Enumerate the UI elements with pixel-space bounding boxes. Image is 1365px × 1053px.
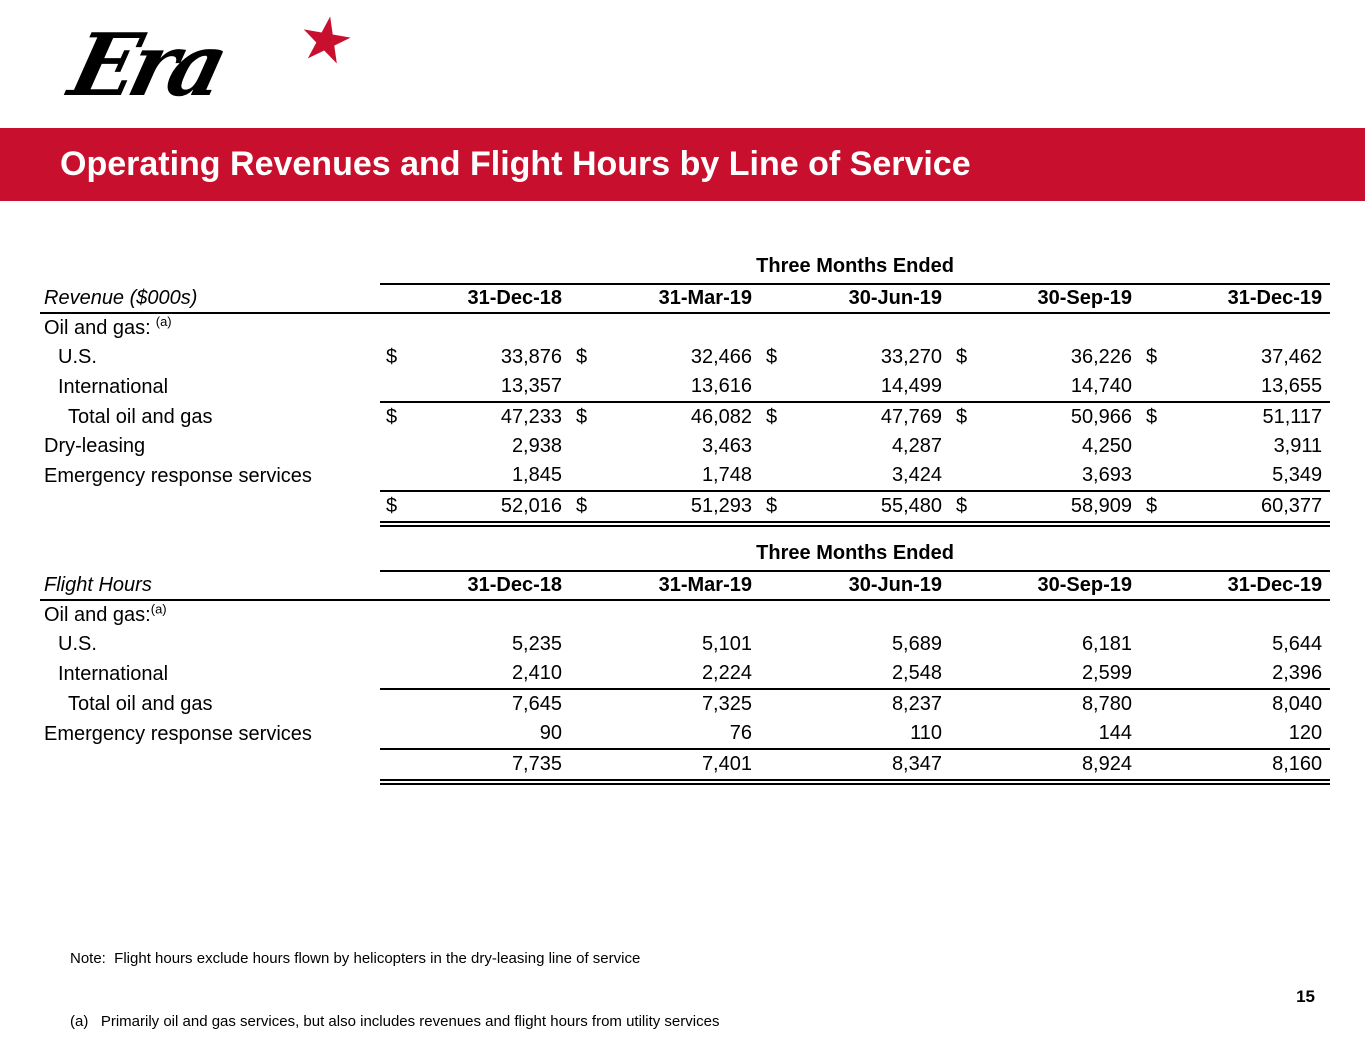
column-header: 31-Mar-19 [570,284,760,313]
cell-dollar: $ [1140,491,1168,524]
cell-dollar [1140,432,1168,461]
cell-dollar [380,719,408,749]
row-label: Dry-leasing [44,435,146,457]
era-logo [55,1,375,124]
row-label: Emergency response services [44,465,312,487]
cell-value: 6,181 [1081,633,1132,655]
table-row [40,659,1330,689]
cell-value: 7,645 [511,693,562,715]
cell-value: 3,911 [1273,435,1323,457]
flight-hours-table [40,539,1330,785]
cell-dollar [950,630,978,659]
cell-value: 46,082 [690,406,752,428]
row-label: U.S. [58,346,97,368]
cell-dollar: $ [956,406,968,428]
cell-value: 90 [408,719,570,749]
cell-dollar [950,689,978,719]
cell-dollar [570,719,598,749]
cell-dollar [950,372,978,402]
section-label-text: Oil and gas: [44,604,151,626]
cell-dollar [1140,372,1168,402]
cell-value: 1,845 [408,461,570,491]
row-label [40,491,380,524]
cell-dollar [1140,630,1168,659]
column-header: 31-Dec-18 [380,284,570,313]
cell-dollar [950,659,978,689]
cell-dollar [1140,659,1168,689]
footnote-line: (a) Primarily oil and gas services, but also includes revenues and flight hours from utility services [70,1013,720,1030]
section-label [40,313,380,343]
column-header: 30-Sep-19 [950,571,1140,600]
era-logo-text: Era [60,15,232,116]
row-label: Total oil and gas [68,693,213,715]
cell-dollar [760,689,788,719]
cell-dollar: $ [576,406,588,428]
table-row [40,719,1330,749]
cell-value: 7,325 [701,693,752,715]
column-header: 31-Mar-19 [570,571,760,600]
cell-dollar [570,461,598,491]
column-header: 30-Jun-19 [760,284,950,313]
cell-dollar [1140,749,1168,782]
cell-dollar: $ [576,346,588,368]
cell-value: 5,235 [511,633,562,655]
footnote-marker: (a) [155,314,172,330]
cell-dollar: $ [386,406,398,428]
cell-value: 144 [978,719,1140,749]
empty-cell [380,313,1330,343]
cell-value: 32,466 [690,346,752,368]
span-header: Three Months Ended [380,252,1330,284]
cell-value: 5,644 [1272,633,1323,655]
cell-value: 14,499 [788,372,950,402]
cell-dollar [570,659,598,689]
empty-cell [380,600,1330,630]
cell-value: 13,616 [598,372,760,402]
cell-value: 2,599 [978,659,1140,689]
cell-value: 33,876 [500,346,562,368]
cell-value: 76 [598,719,760,749]
span-header: Three Months Ended [380,539,1330,571]
cell-dollar [380,749,408,782]
cell-dollar [760,432,788,461]
cell-dollar [760,630,788,659]
title-bar [0,128,1365,201]
cell-value: 4,250 [1081,435,1132,457]
cell-dollar [760,372,788,402]
cell-dollar [1140,461,1168,491]
cell-value: 13,655 [1168,372,1330,402]
cell-dollar [570,749,598,782]
empty-cell [40,252,380,284]
cell-value: 58,909 [978,491,1140,524]
cell-dollar [380,630,408,659]
table-row [40,402,1330,432]
table-row [40,630,1330,659]
cell-dollar: $ [386,346,398,368]
cell-dollar [570,630,598,659]
cell-value: 5,689 [891,633,942,655]
cell-value: 7,401 [598,749,760,782]
footnote-line: Note: Flight hours exclude hours flown by helicopters in the dry-leasing line of service [70,950,641,967]
cell-value: 1,748 [598,461,760,491]
row-label [40,749,380,782]
cell-dollar [760,749,788,782]
total-row [40,749,1330,782]
row-label: International [58,663,169,685]
column-header: 30-Sep-19 [950,284,1140,313]
cell-value: 4,287 [891,435,942,457]
cell-dollar [380,659,408,689]
cell-dollar [570,432,598,461]
cell-dollar: $ [1146,346,1158,368]
cell-dollar [380,372,408,402]
table-row [40,343,1330,372]
cell-dollar [380,432,408,461]
page-title: Operating Revenues and Flight Hours by Line of Service [60,145,971,183]
column-header: 31-Dec-18 [380,571,570,600]
cell-value: 8,924 [978,749,1140,782]
cell-dollar [380,461,408,491]
span-header-row [40,252,1330,284]
span-header-row [40,539,1330,571]
cell-value: 51,293 [598,491,760,524]
table-row [40,432,1330,461]
cell-dollar [950,719,978,749]
column-header: 31-Dec-19 [1140,571,1330,600]
cell-value: 2,548 [788,659,950,689]
cell-value: 8,040 [1272,693,1323,715]
cell-value: 55,480 [788,491,950,524]
cell-value: 110 [788,719,950,749]
cell-value: 8,780 [1081,693,1132,715]
section-label-text: Oil and gas: [44,317,151,339]
cell-value: 13,357 [408,372,570,402]
column-header: 30-Jun-19 [760,571,950,600]
page-number: 15 [1296,987,1315,1006]
cell-dollar: $ [760,491,788,524]
column-header-row [40,284,1330,313]
cell-value: 5,349 [1168,461,1330,491]
table-title: Revenue ($000s) [40,284,380,313]
cell-dollar [950,461,978,491]
star-icon: ★ [292,1,360,80]
cell-value: 3,424 [788,461,950,491]
cell-value: 8,237 [891,693,942,715]
cell-value: 51,117 [1262,406,1323,428]
cell-dollar [570,689,598,719]
cell-dollar [380,689,408,719]
cell-value: 2,224 [598,659,760,689]
table-title: Flight Hours [40,571,380,600]
row-label: International [58,376,169,398]
cell-dollar [950,432,978,461]
cell-value: 8,347 [788,749,950,782]
revenue-table [40,252,1330,527]
table-row [40,689,1330,719]
cell-value: 33,270 [880,346,942,368]
footnotes [70,906,719,1053]
cell-dollar: $ [380,491,408,524]
cell-value: 47,233 [500,406,562,428]
row-label: U.S. [58,633,97,655]
cell-value: 52,016 [408,491,570,524]
cell-dollar [950,749,978,782]
cell-value: 36,226 [1070,346,1132,368]
table-row [40,372,1330,402]
cell-value: 2,410 [408,659,570,689]
cell-value: 37,462 [1260,346,1323,368]
cell-value: 8,160 [1168,749,1330,782]
cell-value: 14,740 [978,372,1140,402]
empty-cell [40,539,380,571]
section-label [40,600,380,630]
cell-dollar [1140,719,1168,749]
cell-value: 3,693 [978,461,1140,491]
cell-dollar: $ [1146,406,1158,428]
cell-dollar: $ [956,346,968,368]
cell-value: 50,966 [1070,406,1132,428]
total-row [40,491,1330,524]
section-row [40,313,1330,343]
cell-dollar: $ [766,346,778,368]
cell-value: 3,463 [701,435,752,457]
cell-dollar [760,719,788,749]
column-header: 31-Dec-19 [1140,284,1330,313]
cell-value: 120 [1168,719,1330,749]
cell-dollar [760,659,788,689]
cell-dollar: $ [766,406,778,428]
cell-value: 2,938 [511,435,562,457]
cell-dollar [570,372,598,402]
section-row [40,600,1330,630]
cell-dollar [760,461,788,491]
cell-value: 7,735 [408,749,570,782]
cell-dollar [1140,689,1168,719]
table-row [40,461,1330,491]
cell-value: 2,396 [1168,659,1330,689]
cell-dollar: $ [570,491,598,524]
cell-dollar: $ [950,491,978,524]
footnote-marker: (a) [150,601,167,617]
cell-value: 5,101 [701,633,752,655]
row-label: Total oil and gas [68,406,213,428]
row-label: Emergency response services [44,723,312,745]
column-header-row [40,571,1330,600]
cell-value: 47,769 [880,406,942,428]
cell-value: 60,377 [1168,491,1330,524]
